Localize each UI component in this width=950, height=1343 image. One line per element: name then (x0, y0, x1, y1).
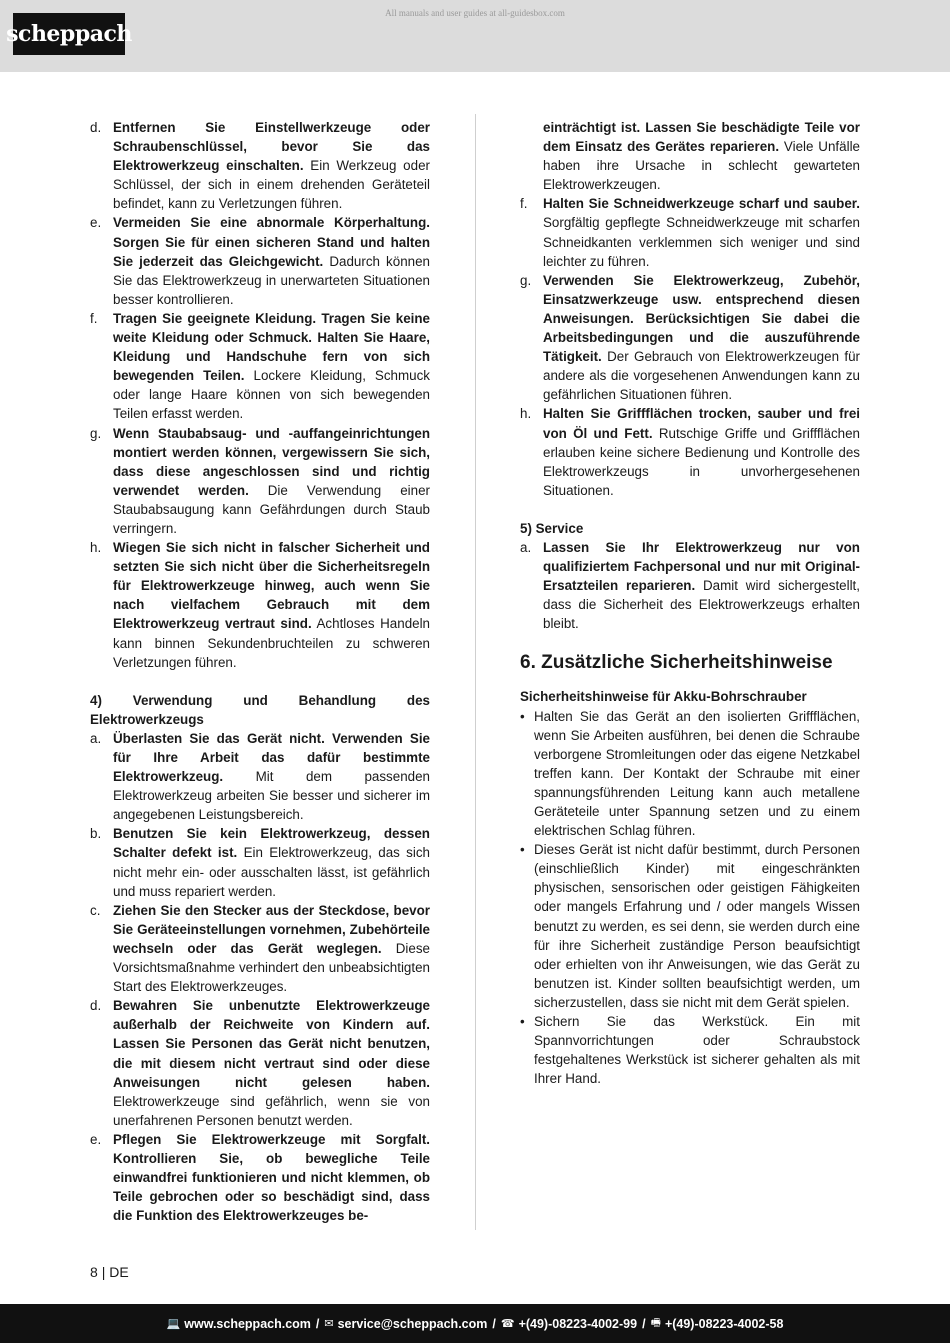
item-bold-text: Pflegen Sie Elektrowerkzeuge mit Sorgfalt. Kontrollieren Sie, ob bewegliche Teile einwandfrei funktionieren und nicht klemmen, ob Teile gebrochen oder so beschädigt sind, dass die Funktion des Elektrowerkzeuges be- (113, 1131, 430, 1224)
item-marker: g. (520, 272, 532, 288)
item-text: Die Verwendung einer Staubabsaugung kann Gefährdungen durch Staub verringern. (113, 482, 430, 536)
item-text: Lockere Kleidung, Schmuck oder lange Haare können von sich bewegenden Teilen erfasst werden. (113, 368, 430, 422)
list-item (520, 538, 860, 633)
item-text: Rutschige Griffe und Griffflächen erlauben keine sichere Bedienung und Kontrolle des Elektrowerkzeugs in unvorhergesehenen Situationen. (543, 425, 860, 498)
item-bold-text: Wenn Staubabsaug- und -auffangeinrichtungen montiert werden können, vergewissern Sie sich, dass diese angeschlossen sind und richtig verwendet werden. (113, 425, 430, 498)
list-item (90, 118, 430, 213)
list-item (90, 538, 430, 672)
item-text: Sorgfältig gepflegte Schneidwerkzeuge mit scharfen Schneidkanten verklemmen sich weniger und sind leichter zu führen. (543, 215, 860, 269)
item-bold-text: Ziehen Sie den Stecker aus der Steckdose, bevor Sie Geräteeinstellungen vornehmen, Zubehörteile wechseln oder das Gerät weglegen. (113, 902, 430, 956)
service-items (520, 538, 860, 633)
continued-text: Viele Unfälle haben ihre Ursache in schlecht gewarteten Elektrowerkzeugen. (543, 139, 860, 193)
item-marker: e. (90, 1131, 102, 1147)
item-marker: a. (520, 539, 532, 555)
item-marker: d. (90, 998, 102, 1014)
header-bar (0, 0, 950, 72)
computer-icon: 💻 (166, 1318, 181, 1330)
footer-separator: / (642, 1316, 646, 1331)
continued-bold-text: einträchtigt ist. Lassen Sie beschädigte Teile vor dem Einsatz des Gerätes reparieren. (543, 120, 860, 155)
item-marker: c. (90, 902, 101, 918)
bullet-marker: • (520, 708, 525, 724)
list-item (520, 194, 860, 270)
page-separator: | (101, 1264, 106, 1280)
item-marker: h. (520, 406, 532, 422)
watermark-text: All manuals and user guides at all-guidesbox.com (385, 8, 565, 18)
right-items (520, 194, 860, 500)
item-marker: a. (90, 730, 102, 746)
item-text: Damit wird sichergestellt, dass die Sicherheit des Elektrowerkzeugs erhalten bleibt. (543, 578, 860, 632)
bullet-item (520, 840, 860, 1012)
bullet-text: Sichern Sie das Werkstück. Ein mit Spannvorrichtungen oder Schraubstock festgehaltenes Werkstück ist sicherer gehalten als mit Ihrer Hand. (534, 1014, 860, 1087)
bullet-text: Dieses Gerät ist nicht dafür bestimmt, durch Personen (einschließlich Kinder) mit eingeschränkten physischen, sensorischen oder geistigen Fähigkeiten oder mangels Erfahrung und / oder mangels Wissen benutzt zu werden, es sei denn, sie werden durch eine für ihre Sicherheit zuständige Person beaufsichtigt oder erhielten von ihr Anweisungen, wie das Gerät zu benutzen ist. Kinder sollten beaufsichtigt werden, um sicherzustellen, dass sie nicht mit dem Gerät spielen. (534, 842, 860, 1010)
footer-separator: / (315, 1316, 320, 1331)
section-6-title: 6. Zusätzliche Sicherheitshinweise (520, 652, 833, 674)
scheppach-logo: scheppach (13, 13, 125, 55)
column-divider (475, 114, 476, 1230)
item-bold-text: Lassen Sie Ihr Elektrowerkzeug nur von qualifiziertem Fachpersonal und nur mit Original-Ersatzteilen reparieren. (543, 539, 860, 594)
continued-item (520, 118, 860, 194)
phone-icon: ☎ (500, 1318, 515, 1330)
service-heading: 5) Service (520, 520, 584, 536)
item-text: Ein Elektrowerkzeug, das sich nicht mehr ein- oder ausschalten lässt, ist gefährlich und muss repariert werden. (113, 845, 430, 899)
spacer (520, 500, 860, 519)
spacer (90, 672, 430, 691)
item-bold-text: Halten Sie Schneidwerkzeuge scharf und sauber. (543, 196, 860, 212)
item-bold-text: Wiegen Sie sich nicht in falscher Sicherheit und setzten Sie sich nicht über die Sicherheitsregeln für Elektrowerkzeuge hinweg, auch wenn Sie nach vielfachem Gebrauch mit dem Elektrowerkzeug vertraut sind. (113, 540, 430, 632)
section-4-heading: 4) Verwendung und Behandlung des Elektrowerkzeugs (90, 692, 430, 727)
item-bold-text: Vermeiden Sie eine abnormale Körperhaltung. Sorgen Sie für einen sicheren Stand und halten Sie jederzeit das Gleichgewicht. (113, 215, 430, 269)
safety-bullets (520, 707, 860, 1089)
list-item (520, 271, 860, 405)
item-text: Elektrowerkzeuge sind gefährlich, wenn sie von unerfahrenen Personen benutzt werden. (113, 1093, 430, 1128)
item-bold-text: Entfernen Sie Einstellwerkzeuge oder Schraubenschlüssel, bevor Sie das Elektrowerkzeug einschalten. (113, 120, 430, 174)
item-marker: g. (90, 425, 102, 441)
item-marker: e. (90, 215, 102, 231)
email-link[interactable]: service@scheppach.com (337, 1316, 488, 1331)
bullet-text: Halten Sie das Gerät an den isolierten Griffflächen, wenn Sie Arbeiten ausführen, bei denen die Schraube verborgene Stromleitungen oder das eigene Netzkabel treffen kann. Der Kontakt der Schraube mit einer spannungsführenden Leitung kann auch metallene Geräteteile unter Spannung setzen und zu einem elektrischen Schlag führen. (534, 708, 860, 839)
item-bold-text: Bewahren Sie unbenutzte Elektrowerkzeuge außerhalb der Reichweite von Kindern auf. Lassen Sie Personen das Gerät nicht benutzen, die mit diesem nicht vertraut sind oder diese Anweisungen nicht gelesen haben. (113, 998, 430, 1090)
bullet-item (520, 707, 860, 841)
item-text: Ein Werkzeug oder Schlüssel, der sich in einem drehenden Geräteteil befindet, kann zu Verletzungen führen. (113, 158, 430, 212)
item-marker: f. (520, 196, 528, 212)
list-item (520, 404, 860, 499)
phone-number: +(49)-08223-4002-99 (518, 1316, 638, 1331)
list-item (90, 729, 430, 824)
item-bold-text: Halten Sie Griffflächen trocken, sauber und frei von Öl und Fett. (543, 406, 860, 441)
footer-separator: / (492, 1316, 496, 1331)
item-marker: f. (90, 310, 98, 326)
item-bold-text: Tragen Sie geeignete Kleidung. Tragen Sie keine weite Kleidung oder Schmuck. Halten Sie Haare, Kleidung und Handschuhe fern von sich bewegenden Teilen. (113, 310, 430, 384)
bullet-marker: • (520, 1014, 525, 1030)
item-text: Mit dem passenden Elektrowerkzeug arbeiten Sie besser und sicherer im angegebenen Leistungsbereich. (113, 769, 430, 823)
contact-footer (0, 1304, 950, 1343)
list-item (90, 424, 430, 539)
left-items-top (90, 118, 430, 672)
list-item (90, 1130, 430, 1225)
fax-number: +(49)-08223-4002-58 (664, 1316, 784, 1331)
list-item (90, 901, 430, 996)
mail-icon: ✉ (324, 1318, 334, 1330)
item-text: Dadurch können Sie das Elektrowerkzeug in unerwarteten Situationen besser kontrollieren. (113, 253, 430, 307)
left-column (90, 118, 430, 1225)
safety-subheading: Sicherheitshinweise für Akku-Bohrschrauber (520, 689, 807, 705)
list-item (90, 824, 430, 900)
list-item (90, 996, 430, 1130)
language-code: DE (109, 1264, 129, 1280)
item-text: Achtloses Handeln kann binnen Sekundenbruchteilen zu schweren Verletzungen führen. (113, 616, 431, 670)
item-bold-text: Verwenden Sie Elektrowerkzeug, Zubehör, Einsatzwerkzeuge usw. entsprechend diesen Anweisungen. Berücksichtigen Sie dabei die Arbeitsbedingungen und die auszuführende Tätigkeit. (543, 272, 860, 365)
item-bold-text: Benutzen Sie kein Elektrowerkzeug, dessen Schalter defekt ist. (113, 826, 430, 861)
fax-icon: 🖷 (650, 1317, 661, 1329)
bullet-item (520, 1012, 860, 1088)
item-text: Der Gebrauch von Elektrowerkzeugen für andere als die vorgesehenen Anwendungen kann zu gefährlichen Situationen führen. (543, 349, 860, 403)
list-item (90, 213, 430, 308)
left-items-section4 (90, 729, 430, 1225)
bullet-marker: • (520, 842, 525, 858)
item-marker: b. (90, 826, 102, 842)
list-item (90, 309, 430, 424)
website-link[interactable]: www.scheppach.com (184, 1316, 311, 1331)
page-number: 8 (90, 1264, 98, 1280)
page-footer-number (90, 1264, 129, 1280)
item-marker: d. (90, 120, 102, 135)
item-marker: h. (90, 540, 102, 556)
right-column (520, 118, 860, 1088)
item-bold-text: Überlasten Sie das Gerät nicht. Verwenden Sie für Ihre Arbeit das dafür bestimmte Elektrowerkzeug. (113, 730, 430, 785)
item-text: Diese Vorsichtsmaßnahme verhindert den unbeabsichtigten Start des Elektrowerkzeuges. (113, 940, 430, 995)
